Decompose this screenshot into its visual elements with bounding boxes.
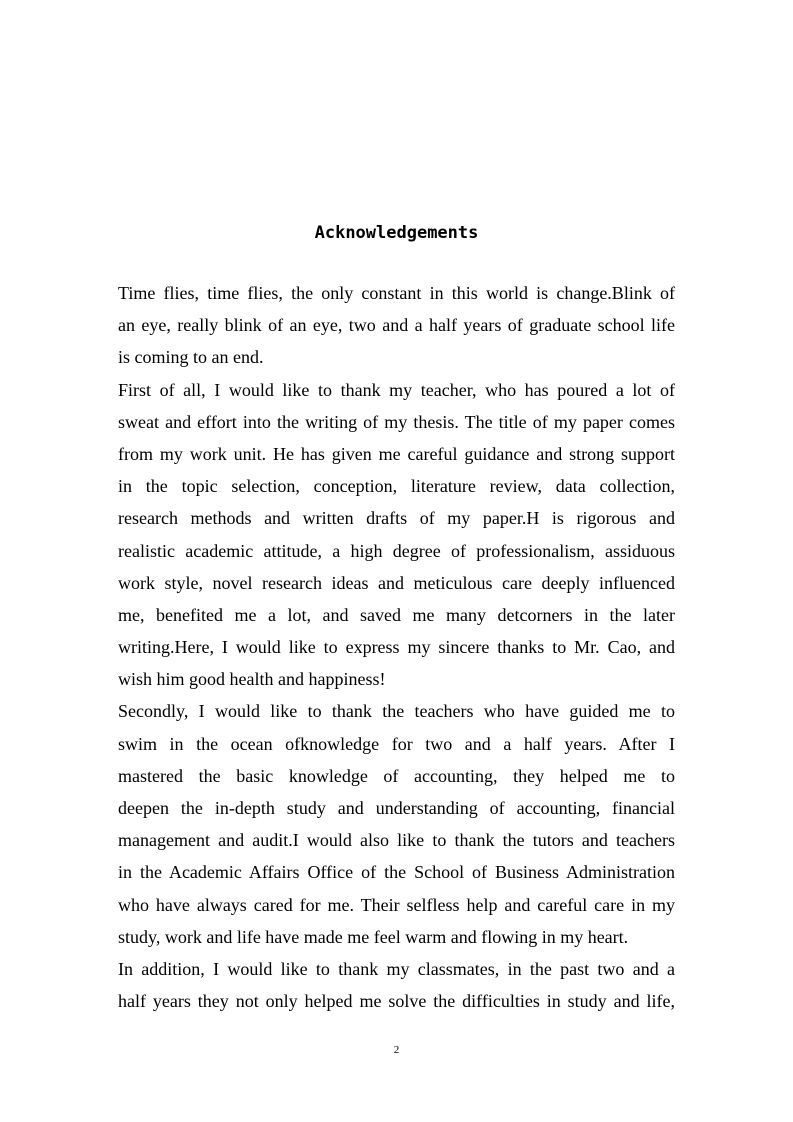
- text-line: work style, novel research ideas and meticulous care deeply influenced: [118, 572, 675, 593]
- acknowledgements-body: [118, 277, 675, 1017]
- text-line: sweat and effort into the writing of my thesis. The title of my paper comes: [118, 411, 675, 432]
- text-line: half years they not only helped me solve the difficulties in study and life,: [118, 991, 675, 1012]
- text-line: study, work and life have made me feel warm and flowing in my heart.: [118, 926, 629, 947]
- text-line: in the topic selection, conception, literature review, data collection,: [118, 476, 675, 497]
- text-line: management and audit.I would also like to thank the tutors and teachers: [118, 830, 675, 851]
- text-line: First of all, I would like to thank my teacher, who has poured a lot of: [118, 379, 675, 400]
- text-line: swim in the ocean ofknowledge for two and a half years. After I: [118, 733, 675, 754]
- text-line: Secondly, I would like to thank the teachers who have guided me to: [118, 701, 675, 722]
- text-line: realistic academic attitude, a high degree of professionalism, assiduous: [118, 540, 675, 561]
- page-title: Acknowledgements: [314, 223, 479, 243]
- text-line: deepen the in-depth study and understanding of accounting, financial: [118, 798, 675, 818]
- text-line: who have always cared for me. Their selfless help and careful care in my: [118, 894, 675, 915]
- text-line: in the Academic Affairs Office of the School of Business Administration: [118, 862, 675, 883]
- text-line: me, benefited me a lot, and saved me many detcorners in the later: [118, 604, 675, 625]
- text-line: from my work unit. He has given me careful guidance and strong support: [118, 443, 675, 464]
- text-line: mastered the basic knowledge of accounting, they helped me to: [118, 765, 675, 786]
- text-line: In addition, I would like to thank my classmates, in the past two and a: [118, 958, 675, 979]
- text-line: Time flies, time flies, the only constant in this world is change.Blink of: [118, 283, 675, 303]
- text-line: writing.Here, I would like to express my sincere thanks to Mr. Cao, and: [118, 637, 675, 658]
- text-line: an eye, really blink of an eye, two and a half years of graduate school life: [118, 315, 675, 336]
- text-line: research methods and written drafts of my paper.H is rigorous and: [118, 508, 675, 529]
- text-line: wish him good health and happiness!: [118, 669, 386, 690]
- text-line: is coming to an end.: [118, 347, 264, 368]
- page-number: 2: [393, 1044, 400, 1056]
